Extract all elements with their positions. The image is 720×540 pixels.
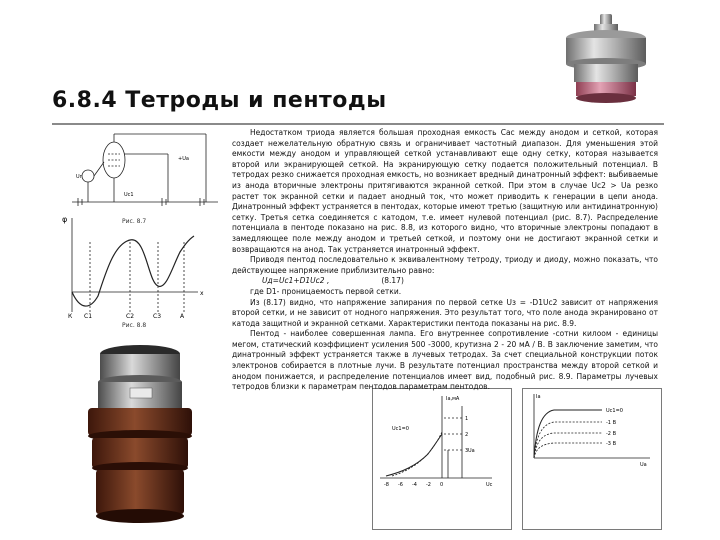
page-title: 6.8.4 Тетроды и пентоды [52,88,387,113]
tube-photo-bottom [80,340,200,530]
fig89b-curve-4: -3 В [606,441,617,447]
formula-text: Uд=Uс1+D1Uс2 , [262,276,330,286]
fig89a-ia: Iа,мА [446,396,460,402]
figure-8-8-potential [58,212,222,320]
fig89b-curve-2: -1 В [606,420,617,426]
fig89a-tick-4: -2 [426,482,431,488]
fig88-c1: С1 [84,313,93,320]
fig89a-curve-1: 1 [465,416,469,422]
formula-8-17 [232,276,658,287]
tube-photo-top [556,12,660,112]
figure-8-9-left [372,388,512,530]
fig88-phi: φ [62,215,68,224]
fig89a-uc: Uc [486,482,493,488]
fig87-label-uc1: Uс1 [124,192,134,198]
fig88-c3: С3 [153,313,162,320]
fig87-label-ug: Uг [76,174,83,180]
fig89a-curve-2: 2 [465,432,469,438]
fig89b-curve-1: Uс1=0 [606,408,623,414]
paragraph-3: где D1- проницаемость первой сетки. [250,286,402,296]
fig88-a: А [180,313,185,320]
fig88-caption: Рис. 8.8 [122,322,147,329]
fig89b-curve-3: -2 В [606,431,617,437]
fig89a-uc1: Uс1=0 [392,426,409,432]
fig89a-curve-3: 3 [465,448,469,454]
title-divider [52,123,664,125]
figure-8-9-right [522,388,662,530]
paragraph-2: Приводя пентод последовательно к эквивалентному тетроду, триоду и диоду, можно показать, что действующее напряжение приблизительно равно: [232,255,658,275]
fig88-k: К [68,313,73,320]
formula-number: (8.17) [381,276,404,286]
fig87-label-ua: +Uа [178,156,189,162]
fig88-x: x [200,290,204,297]
fig89a-tick-3: -4 [412,482,417,488]
fig89a-ua: Uа [468,448,475,454]
fig89a-tick-5: 0 [440,482,444,488]
paragraph-1: Недостатком триода является большая проходная емкость Сас между анодом и сеткой, которая создает нежелательную обратную связь и ограничивает частотный диапазон. Для уменьшения этой емкости между анодом и управляющей сеткой устанавливают еще одну сетку, которая называется второй или экранирующей сеткой. На экранирующую сетку подается положительный потенциал. В тетродах резко снижается проходная емкость, но возникает вредный динатронный эффект: выбиваемые из анода вторичные электроны притягиваются экранной сеткой. При этом в случае Uс2 > Uа резко растет ток экранной сетки и падает анодный ток, что может приводить к генерации в цепи анода. Динатронный эффект устраняется в пентодах, которые имеют третью (защитную или антидинатронную) сетку. Третья сетка соединяется с катодом, т.е. имеет нулевой потенциал (рис. 8.7). Распределение потенциала в пентоде показано на рис. 8.8, из которого видно, что вторичные электроны попадают в замедляющее поле между анодом и третьей сеткой, и поэтому они не достигают экранной сетки и возвращаются на анод. Так устраняется инатронный эффект. [232,128,658,254]
fig89a-tick-1: -8 [384,482,389,488]
fig89b-ia: Iа [536,394,541,400]
figure-8-7-circuit [58,132,224,216]
paragraph-5: Пентод - наиболее совершенная лампа. Его внутреннее сопротивление -сотни килоом - единицы мегом, статический коэффициент усиления 500 -3000, крутизна 2 - 20 мА / В. В заключение заметим, что динатронный эффект устраняется также в лучевых тетродах. За счет специальной конструкции поток электронов собирается в плотные лучи. В результате потенциал пространства между второй сеткой и анодом понижается, и распределение потенциалов имеет вид, подобный рис. 8.9. Параметры лучевых тетродов близки к параметрам пентодов параметрам пентодов. [232,329,658,392]
fig89a-tick-2: -6 [398,482,403,488]
fig88-c2: С2 [126,313,135,320]
paragraph-4: Из (8.17) видно, что напряжение запирания по первой сетке Uз = -D1Uс2 зависит от напряжения второй сетки, и не зависит от нодного напряжения. Это результат того, что поле анода экранировано от катода защитной и экранной сетками. Характеристики пентода показаны на рис. 8.9. [232,297,658,328]
fig87-caption: Рис. 8.7 [122,218,147,225]
fig89b-ua: Uа [640,462,647,468]
body-text [232,128,658,393]
